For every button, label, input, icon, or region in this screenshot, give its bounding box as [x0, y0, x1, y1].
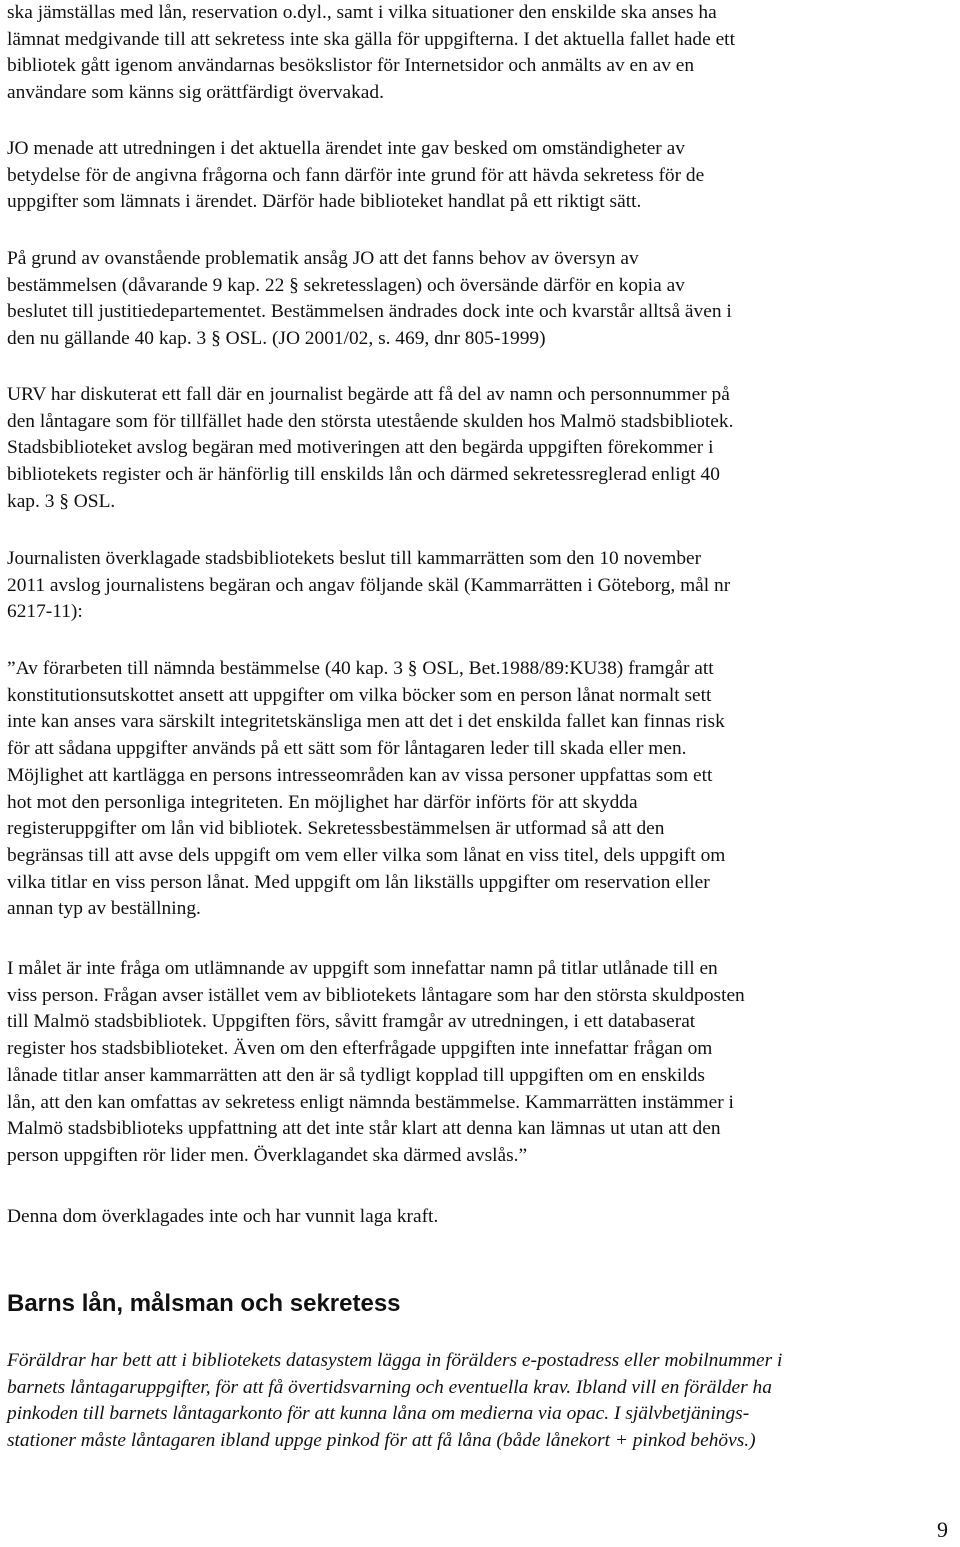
text-line: den nu gällande 40 kap. 3 § OSL. (JO 2001/02, s. 469, dnr 805-1999) — [7, 328, 546, 350]
text-line: till Malmö stadsbibliotek. Uppgiften förs, såvitt framgår av utredningen, i ett databaserat — [7, 1011, 696, 1033]
text-line: viss person. Frågan avser istället vem av bibliotekets låntagare som har den största skuldposten — [7, 984, 745, 1006]
text-line: ska jämställas med lån, reservation o.dyl., samt i vilka situationer den enskilde ska anses ha — [7, 2, 717, 23]
paragraph-urv-case — [7, 382, 957, 516]
text-line: den låntagare som för tillfället hade den största utestående skulden hos Malmö stadsbibliotek. — [7, 410, 734, 432]
text-line: ”Av förarbeten till nämnda bestämmelse (40 kap. 3 § OSL, Bet.1988/89:KU38) framgår att — [7, 658, 714, 679]
text-line: bibliotek gått igenom användarnas besökslistor för Internetsidor och anmälts av en av en — [7, 55, 695, 77]
text-line: betydelse för de angivna frågorna och fann därför inte grund för att hävda sekretess för de — [7, 164, 705, 186]
text-line: användare som känns sig orättfärdigt övervakad. — [7, 82, 384, 104]
text-line: I målet är inte fråga om utlämnande av uppgift som innefattar namn på titlar utlånade till en — [7, 958, 718, 979]
text-line: bestämmelsen (dåvarande 9 kap. 22 § sekretesslagen) och översände därför en kopia av — [7, 274, 685, 296]
text-line: 2011 avslog journalistens begäran och angav följande skäl (Kammarrätten i Göteborg, mål nr — [7, 574, 731, 596]
text-line: 6217-11): — [7, 601, 83, 623]
text-line: lämnat medgivande till att sekretess inte ska gälla för uppgifterna. I det aktuella fallet hade ett — [7, 28, 735, 50]
paragraph-review-need — [7, 246, 957, 353]
text-line: JO menade att utredningen i det aktuella ärendet inte gav besked om omständigheter av — [7, 138, 685, 159]
text-line: för att sådana uppgifter används på ett sätt som för låntagaren leder till skada eller men. — [7, 738, 687, 760]
text-line: annan typ av beställning. — [7, 898, 201, 920]
text-line: Denna dom överklagades inte och har vunnit laga kraft. — [7, 1206, 439, 1227]
text-line: register hos stadsbiblioteket. Även om den efterfrågade uppgiften inte innefattar frågan om — [7, 1038, 713, 1060]
text-line: bibliotekets register och är hänförlig till enskilds lån och därmed sekretessreglerad enligt 40 — [7, 464, 720, 486]
text-line: URV har diskuterat ett fall där en journalist begärde att få del av namn och personnummer på — [7, 384, 730, 405]
paragraph-reservation-context — [7, 0, 957, 107]
text-line: barnets låntagaruppgifter, för att få övertidsvarning och eventuella krav. Ibland vill en förälder ha — [7, 1376, 772, 1398]
text-line: pinkoden till barnets låntagarkonto för att kunna låna om medierna via opac. I självbetjänings- — [7, 1403, 750, 1425]
paragraph-court-quote — [7, 656, 957, 923]
text-line: uppgifter som lämnats i ärendet. Därför hade biblioteket handlat på ett riktigt sätt. — [7, 191, 642, 213]
text-line: inte kan anses vara särskilt integritetskänsliga men att det i det enskilda fallet kan finnas risk — [7, 711, 725, 733]
text-line: Journalisten överklagade stadsbibliotekets beslut till kammarrätten som den 10 november — [7, 548, 702, 569]
text-line: På grund av ovanstående problematik ansåg JO att det fanns behov av översyn av — [7, 248, 639, 269]
text-line: hot mot den personliga integriteten. En möjlighet har därför införts för att skydda — [7, 791, 638, 813]
page-number: 9 — [937, 1517, 948, 1542]
text-line: Malmö stadsbiblioteks uppfattning att det inte står klart att denna kan lämnas ut utan att den — [7, 1118, 721, 1140]
text-line: stationer måste låntagaren ibland uppge pinkod för att få låna (både lånekort + pinkod behövs.) — [7, 1430, 756, 1452]
text-line: beslutet till justitiedepartementet. Bestämmelsen ändrades dock inte och kvarstår alltså även i — [7, 301, 732, 323]
text-line: Stadsbiblioteket avslog begäran med motiveringen att den begärda uppgiften förekommer i — [7, 437, 714, 459]
paragraph-final-verdict — [7, 1204, 957, 1231]
text-line: Möjlighet att kartlägga en persons intresseområden kan av vissa personer uppfattas som ett — [7, 764, 713, 786]
paragraph-jo-opinion — [7, 136, 957, 216]
text-line: lånade titlar anser kammarrätten att den är så tydligt kopplad till uppgiften om en enskilds — [7, 1064, 705, 1086]
text-line: konstitutionsutskottet ansett att uppgifter om vilka böcker som en person lånat normalt sett — [7, 684, 712, 706]
text-line: lån, att den kan omfattas av sekretess enligt nämnda bestämmelse. Kammarrätten instämmer i — [7, 1091, 734, 1113]
text-line: begränsas till att avse dels uppgift om vem eller vilka som lånat en viss titel, dels uppgift om — [7, 844, 726, 866]
text-line: vilka titlar en viss person lånat. Med uppgift om lån likställs uppgifter om reservation eller — [7, 871, 710, 893]
italic-intro-paragraph — [7, 1348, 957, 1455]
text-line: kap. 3 § OSL. — [7, 490, 116, 512]
text-line: registeruppgifter om lån vid bibliotek. Sekretessbestämmelsen är utformad så att den — [7, 818, 665, 840]
text-line: Föräldrar har bett att i bibliotekets datasystem lägga in förälders e-postadress eller mobilnummer i — [7, 1350, 783, 1371]
paragraph-journalist-appeal — [7, 546, 957, 626]
text-line: person uppgiften rör lider men. Överklagandet ska därmed avslås.” — [7, 1144, 528, 1166]
paragraph-court-quote-continued — [7, 956, 957, 1170]
section-heading: Barns lån, målsman och sekretess — [7, 1290, 401, 1317]
